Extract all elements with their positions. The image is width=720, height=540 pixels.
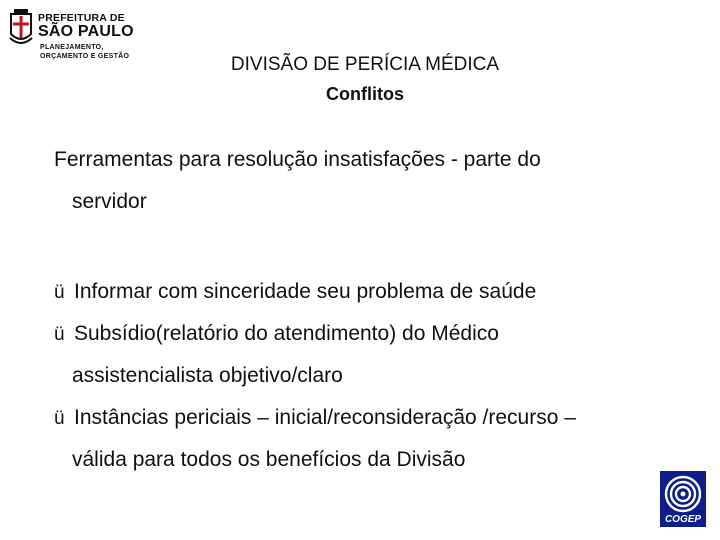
bullet-item: [54, 322, 499, 346]
spiral-icon: [663, 474, 703, 514]
cogep-label: COGEP: [664, 514, 702, 525]
bullet-text: Subsídio(relatório do atendimento) do Médico: [74, 322, 499, 345]
city-coat-of-arms-icon: [8, 8, 34, 48]
logo-text-sao-paulo: SÃO PAULO: [38, 23, 134, 40]
logo-text-planejamento: PLANEJAMENTO,: [40, 44, 104, 51]
bullet-text-continuation: assistencialista objetivo/claro: [72, 364, 343, 387]
intro-text-line2: servidor: [72, 190, 147, 213]
check-icon: ü: [54, 282, 65, 303]
logo-text-prefeitura: PREFEITURA DE: [38, 12, 125, 24]
check-icon: ü: [54, 324, 65, 345]
bullet-item: [54, 406, 576, 430]
page-subtitle: Conflitos: [326, 84, 404, 104]
bullet-item: [54, 280, 536, 304]
check-icon: ü: [54, 408, 65, 429]
page-title: DIVISÃO DE PERÍCIA MÉDICA: [230, 54, 500, 75]
cogep-logo: [660, 471, 706, 527]
bullet-text-continuation: válida para todos os benefícios da Divisão: [72, 448, 466, 471]
bullet-text: Informar com sinceridade seu problema de saúde: [74, 280, 537, 303]
bullet-text: Instâncias periciais – inicial/reconsideração /recurso –: [74, 406, 576, 429]
intro-text-line1: Ferramentas para resolução insatisfações - parte do: [54, 148, 541, 171]
logo-text-orcamento: ORÇAMENTO E GESTÃO: [40, 53, 130, 60]
